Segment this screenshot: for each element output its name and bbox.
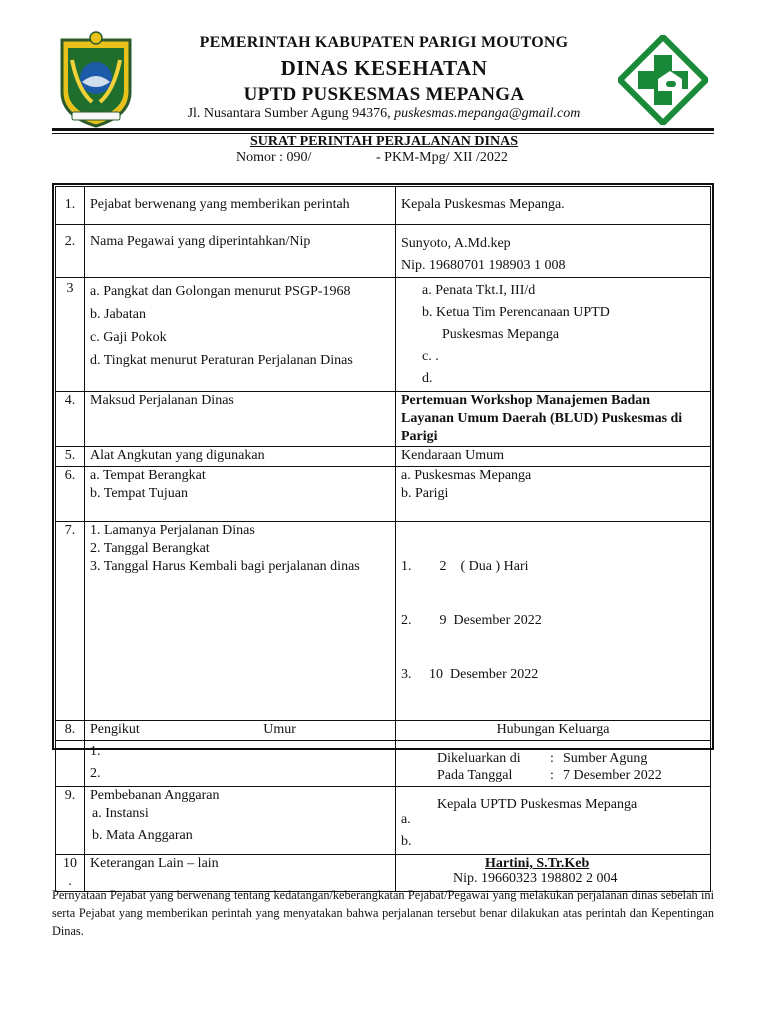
table-row: [56, 447, 711, 467]
document-title: SURAT PERINTAH PERJALANAN DINAS: [250, 134, 518, 149]
relation-label: Hubungan Keluarga: [396, 721, 711, 741]
departure-value: a. Puskesmas Mepanga: [401, 468, 532, 483]
signer-name: Hartini, S.Tr.Keb: [485, 856, 590, 871]
row-value: [396, 278, 711, 392]
agency-value: a.: [401, 812, 411, 827]
issued-place-label: Dikeluarkan di: [437, 751, 521, 766]
destination-label: b. Tempat Tujuan: [90, 486, 188, 501]
row-value: Kepala Puskesmas Mepanga.: [396, 187, 711, 225]
issued-date-sep: :: [550, 768, 554, 783]
position-value: b. Ketua Tim Perencanaan UPTD: [422, 305, 610, 320]
row-label: [85, 278, 396, 392]
row-number: 6.: [56, 467, 85, 522]
row-number: 1.: [56, 187, 85, 225]
table-row: [56, 187, 711, 225]
salary-label: c. Gaji Pokok: [90, 330, 167, 345]
duration-value: 1. 2 ( Dua ) Hari: [401, 559, 529, 574]
document-number: [236, 150, 508, 166]
row-label: [85, 721, 396, 741]
rank-label: a. Pangkat dan Golongan menurut PSGP-1968: [90, 284, 351, 299]
signer-position: Kepala UPTD Puskesmas Mepanga: [437, 797, 638, 812]
return-date-value: 3. 10 Desember 2022: [401, 667, 539, 682]
rank-value: a. Penata Tkt.I, III/d: [422, 283, 536, 298]
issued-place-sep: :: [550, 751, 554, 766]
row-number: 5.: [56, 447, 85, 467]
address-text: Jl. Nusantara Sumber Agung 94376,: [187, 106, 391, 121]
header-unit: UPTD PUSKESMAS MEPANGA: [243, 84, 525, 105]
budget-account-value: b.: [401, 834, 412, 849]
salary-value: c. .: [422, 349, 439, 364]
footer-statement: Pernyataan Pejabat yang berwenang tentang kedatangan/keberangkatan Pejabat/Pegawai yang melakukan perjalanan dinas sebelah ini serta Pejabat yang memberikan perintah yang menyatakan bahwa perjalanan tersebut benar dilakukan atas perintah dan Kepentingan Dinas.: [52, 888, 714, 938]
table-row: [56, 278, 711, 392]
row-value: Pertemuan Workshop Manajemen Badan Layanan Umum Daerah (BLUD) Puskesmas di Parigi: [396, 392, 711, 447]
row-number: 7.: [56, 522, 85, 721]
duration-label: 1. Lamanya Perjalanan Dinas: [90, 523, 255, 538]
follower-1: 1.: [90, 744, 101, 759]
budget-label: Pembebanan Anggaran: [90, 788, 220, 803]
row-label: [85, 522, 396, 721]
row-value: [396, 522, 711, 721]
header-agency: DINAS KESEHATAN: [280, 56, 488, 80]
row-label: [85, 467, 396, 522]
level-label: d. Tingkat menurut Peraturan Perjalanan Dinas: [90, 353, 353, 368]
row-number: 4.: [56, 392, 85, 447]
row-label: Maksud Perjalanan Dinas: [85, 392, 396, 447]
followers-label: Pengikut: [90, 722, 140, 737]
agency-label: a. Instansi: [92, 806, 149, 821]
row-number: 2.: [56, 225, 85, 278]
header-rule-thick: [52, 128, 714, 131]
departure-label: a. Tempat Berangkat: [90, 468, 206, 483]
table-row: [56, 721, 711, 741]
row-label: [85, 787, 396, 855]
header-government: PEMERINTAH KABUPATEN PARIGI MOUTONG: [199, 34, 569, 51]
row-number: [56, 741, 85, 787]
row-number: 9.: [56, 787, 85, 855]
number-prefix: Nomor : 090/: [236, 150, 312, 165]
row-label: Pejabat berwenang yang memberikan perintah: [85, 187, 396, 225]
table-row: [56, 467, 711, 522]
row-label: [85, 741, 396, 787]
employee-name: Sunyoto, A.Md.kep: [401, 236, 511, 251]
destination-value: b. Parigi: [401, 486, 449, 501]
issued-date: 7 Desember 2022: [563, 768, 662, 783]
employee-nip: Nip. 19680701 198903 1 008: [401, 258, 566, 273]
departure-date-label: 2. Tanggal Berangkat: [90, 541, 210, 556]
issued-date-label: Pada Tanggal: [437, 768, 513, 783]
table-row: [56, 392, 711, 447]
follower-2: 2.: [90, 766, 101, 781]
row-label: Alat Angkutan yang digunakan: [85, 447, 396, 467]
signer-nip: Nip. 19660323 198802 2 004: [453, 871, 618, 886]
number-suffix: - PKM-Mpg/ XII /2022: [376, 150, 508, 165]
position-value-cont: Puskesmas Mepanga: [442, 327, 560, 342]
departure-date-value: 2. 9 Desember 2022: [401, 613, 542, 628]
table-row: [56, 225, 711, 278]
issued-place: Sumber Agung: [563, 751, 648, 766]
level-value: d.: [422, 371, 433, 386]
row-number: 3: [56, 278, 85, 392]
age-label: Umur: [263, 722, 296, 737]
return-date-label: 3. Tanggal Harus Kembali bagi perjalanan dinas: [90, 559, 360, 574]
row-value: Kendaraan Umum: [396, 447, 711, 467]
budget-account-label: b. Mata Anggaran: [92, 828, 193, 843]
row-number: 10 .: [56, 855, 85, 892]
position-label: b. Jabatan: [90, 307, 146, 322]
travel-order-table: [55, 186, 711, 892]
row-label: Nama Pegawai yang diperintahkan/Nip: [85, 225, 396, 278]
table-row: [56, 522, 711, 721]
row-value: [396, 467, 711, 522]
row-value: [396, 225, 711, 278]
row-number: 8.: [56, 721, 85, 741]
email-text: puskesmas.mepanga@gmail.com: [394, 106, 581, 121]
header-address: [0, 106, 768, 122]
row-label: Keterangan Lain – lain: [85, 855, 396, 892]
